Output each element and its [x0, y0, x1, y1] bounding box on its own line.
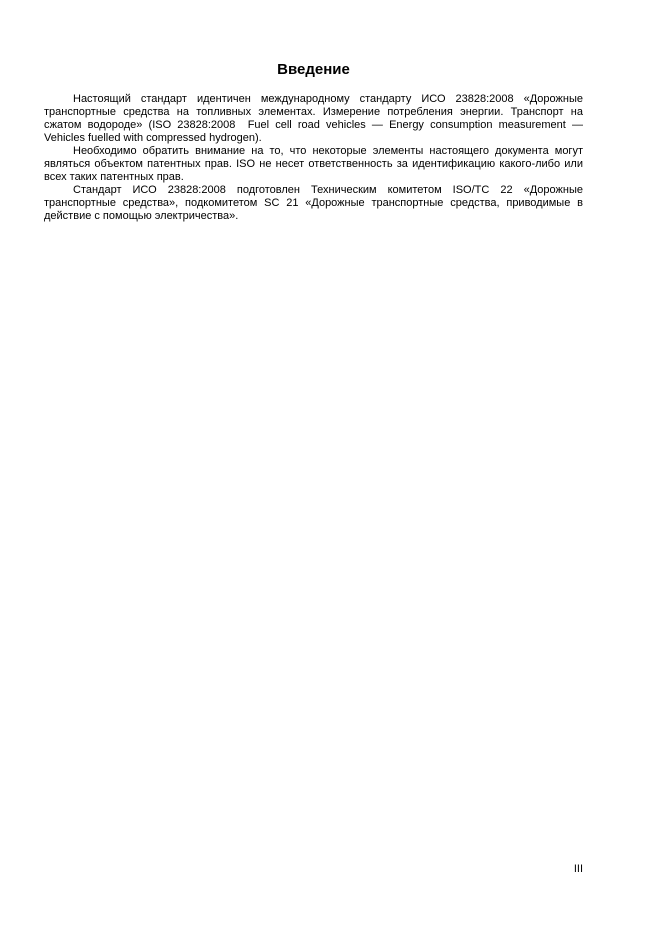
intro-paragraph-patent-notice: Необходимо обратить внимание на то, что некоторые элементы настоящего документа могут являться объектом патентных прав. ISO не несет ответственность за идентификацию какого-либо или всех таких патентных прав.	[44, 145, 583, 183]
page-title: Введение	[277, 61, 350, 78]
intro-paragraph-committee: Стандарт ИСО 23828:2008 подготовлен Техническим комитетом ISO/TC 22 «Дорожные транспортные средства», подкомитетом SC 21 «Дорожные транспортные средства, приводимые в действие с помощью электричества».	[44, 184, 583, 222]
intro-paragraph-standard-identity: Настоящий стандарт идентичен международному стандарту ИСО 23828:2008 «Дорожные транспортные средства на топливных элементах. Измерение потребления энергии. Транспорт на сжатом водороде» (ISO 23828:2008 Fuel cell road vehicles — Energy consumption measurement — Vehicles fuelled with compressed hydrogen).	[44, 93, 583, 144]
page-number: III	[573, 863, 583, 875]
text-column	[44, 0, 583, 223]
